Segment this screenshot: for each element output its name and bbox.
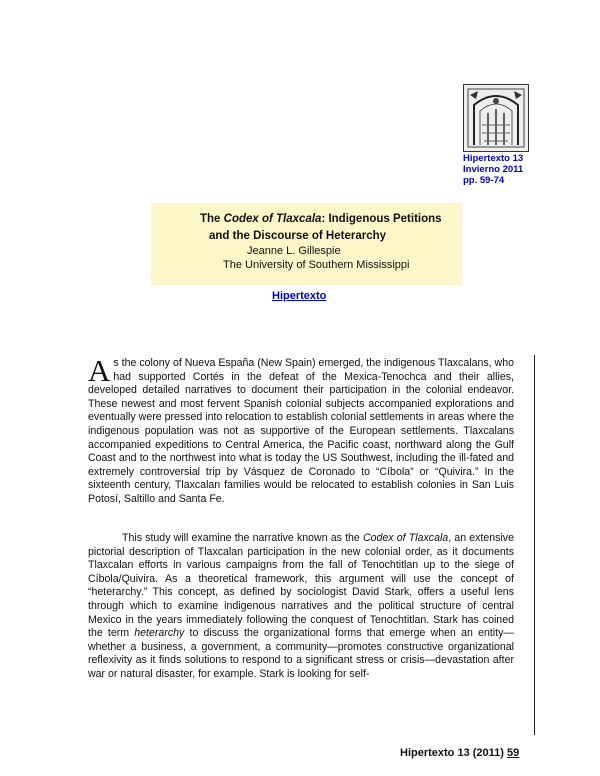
title-italic: Codex of Tlaxcala <box>223 213 322 225</box>
issue-line-season: Invierno 2011 <box>463 164 524 175</box>
drop-cap: A <box>88 353 111 388</box>
issue-line-pages: pp. 59-74 <box>463 175 505 186</box>
journal-emblem-image <box>463 84 529 152</box>
article-subtitle: and the Discourse of Heterarchy <box>209 230 387 242</box>
body-paragraph-1 <box>88 353 514 507</box>
para1-text: s the colony of Nueva España (New Spain) emerged, the indigenous Tlaxcalans, who had supported Cortés in the defeat of the Mexica-Tenochca and their allies, developed detailed narratives to document their participation in the colonial endeavor. These newest and most fervent Spanish colonial subjects accompanied explorations and eventually were pressed into relocation to establish colonial settlements in areas where the indigenous population was not as supportive of the European settlements. Tlaxcalans accompanied expeditions to Central America, the Pacific coast, northward along the Gulf Coast and to the northwest into what is today the US Southwest, including the ill-fated and extremely controversial trip by Vásquez de Coronado to “Cíbola” or “Quivira.” In the sixteenth century, Tlaxcalan families would be relocated to establish colonies in San Luis Potosí, Saltillo and Santa Fe. <box>88 357 514 505</box>
author-affiliation: The University of Southern Mississippi <box>223 259 410 271</box>
page-number: 59 <box>507 747 520 759</box>
para2-text-b: , an extensive pictorial description of Tlaxcalan participation in the new colonial order, as it documents Tlaxcalan efforts in various campaigns from the fall of Tenochtitlan up to the siege of Cíbola/Quivira. As a theoretical framework, this argument will use the concept of “heterarchy.” This concept, as defined by sociologist David Stark, offers a useful lens through which to examine indigenous narratives and the political structure of central Mexico in the years immediately following the conquest of Tenochtitlan. Stark has coined the term <box>88 532 514 640</box>
title-prefix: The <box>200 213 224 225</box>
margin-rule <box>534 355 535 735</box>
issue-info <box>463 153 563 186</box>
body-paragraph-2 <box>88 532 514 682</box>
footer-label: Hipertexto 13 (2011) <box>400 747 507 759</box>
page-footer <box>400 747 519 759</box>
title-suffix: : Indigenous Petitions <box>321 213 442 225</box>
journal-link[interactable]: Hipertexto <box>272 290 327 302</box>
author-name: Jeanne L. Gillespie <box>247 245 341 257</box>
para2-italic-title: Codex of Tlaxcala <box>362 532 449 544</box>
para2-text-a: This study will examine the narrative known as the <box>122 532 363 544</box>
manuscript-illustration-icon <box>464 85 528 151</box>
article-title <box>200 213 442 225</box>
para2-text-c: to discuss the organizational forms that emerge when an entity—whether a business, a government, a community—promotes constructive organizational reflexivity as it finds solutions to respond to a significant stress or crisis—devastation after war or natural disaster, for example. Stark is looking for self- <box>88 627 514 680</box>
para2-italic-term: heterarchy <box>134 627 185 640</box>
issue-line-journal: Hipertexto 13 <box>463 153 524 164</box>
